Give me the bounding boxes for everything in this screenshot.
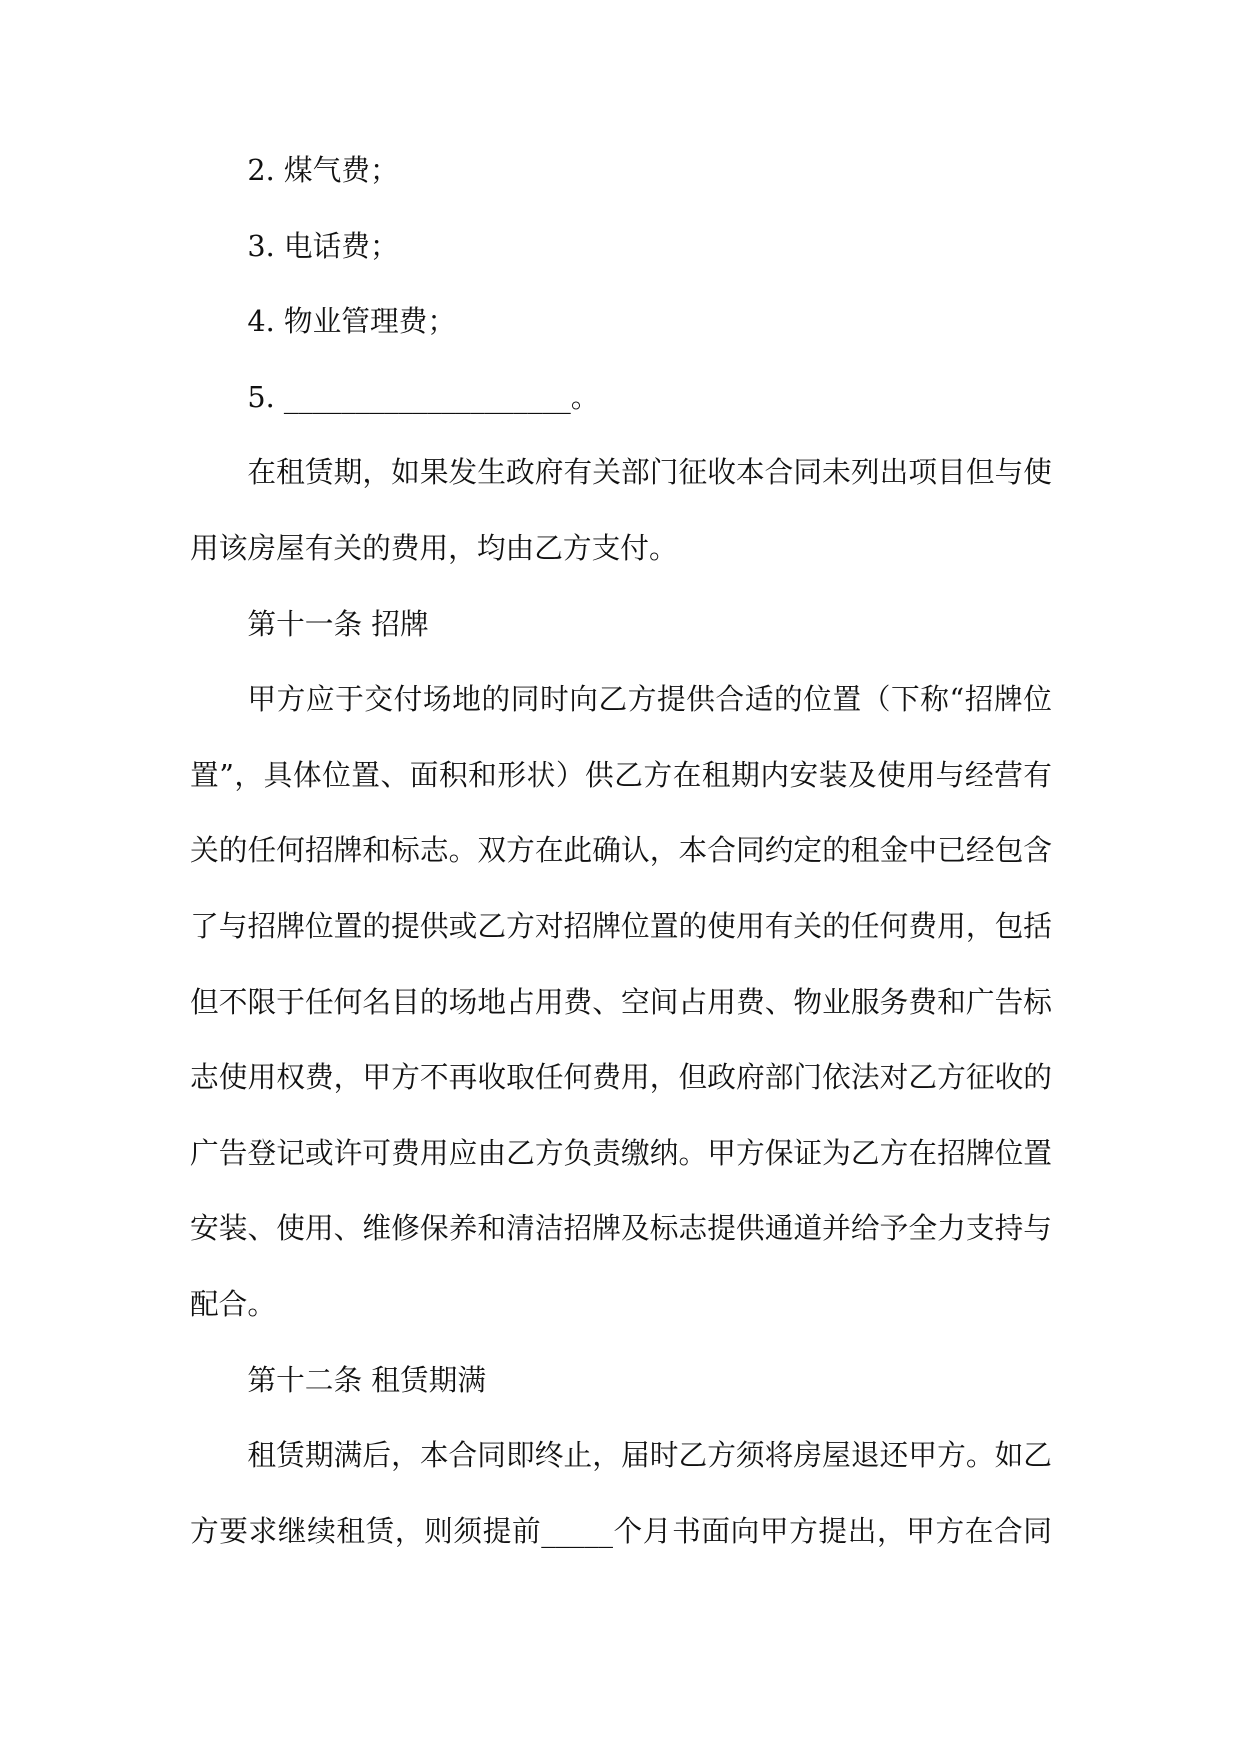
paragraph-line: 5. ____________________。 (247, 379, 600, 414)
section-heading (190, 1343, 1052, 1419)
paragraph-line: 了与招牌位置的提供或乙方对招牌位置的使用有关的任何费用，包括 (190, 908, 1052, 943)
paragraph-line: 关的任何招牌和标志。双方在此确认，本合同约定的租金中已经包含 (190, 833, 1052, 868)
list-item (190, 284, 1052, 360)
section-heading-text: 第十二条 租赁期满 (247, 1362, 487, 1397)
paragraph-line: 甲方应于交付场地的同时向乙方提供合适的位置（下称“招牌位 (247, 682, 1052, 717)
paragraph-line: 用该房屋有关的费用，均由乙方支付。 (190, 530, 678, 565)
paragraph-line: 在租赁期，如果发生政府有关部门征收本合同未列出项目但与使 (247, 455, 1052, 490)
paragraph (190, 1418, 1052, 1569)
section-heading (190, 587, 1052, 663)
paragraph-line: 3. 电话费； (247, 228, 399, 263)
paragraph-line: 租赁期满后，本合同即终止，届时乙方须将房屋退还甲方。如乙 (247, 1438, 1052, 1473)
paragraph-line: 方要求继续租赁，则须提前_____个月书面向甲方提出，甲方在合同 (190, 1513, 1052, 1548)
paragraph-line: 志使用权费，甲方不再收取任何费用，但政府部门依法对乙方征收的 (190, 1060, 1052, 1095)
paragraph-line: 置”，具体位置、面积和形状）供乙方在租期内安装及使用与经营有 (190, 757, 1052, 792)
list-item (190, 133, 1052, 209)
paragraph-line: 广告登记或许可费用应由乙方负责缴纳。甲方保证为乙方在招牌位置 (190, 1135, 1052, 1170)
section-heading-text: 第十一条 招牌 (247, 606, 429, 641)
document-page (190, 133, 1052, 1569)
paragraph-line: 安装、使用、维修保养和清洁招牌及标志提供通道并给予全力支持与 (190, 1211, 1052, 1246)
list-item (190, 360, 1052, 436)
paragraph-line: 2. 煤气费； (247, 153, 399, 187)
paragraph-line: 4. 物业管理费； (247, 304, 457, 339)
paragraph (190, 435, 1052, 586)
paragraph-line: 配合。 (190, 1286, 277, 1321)
paragraph (190, 662, 1052, 1342)
list-item (190, 209, 1052, 285)
paragraph-line: 但不限于任何名目的场地占用费、空间占用费、物业服务费和广告标 (190, 984, 1052, 1019)
